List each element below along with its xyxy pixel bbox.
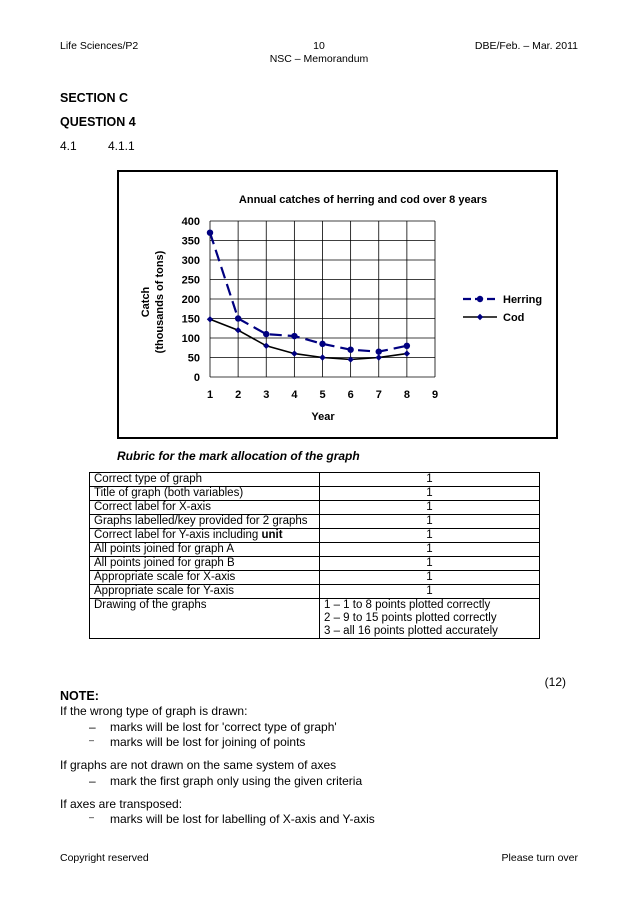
footer-right: Please turn over — [501, 852, 578, 864]
herring-series-line — [210, 233, 407, 352]
x-tick-label: 8 — [403, 389, 410, 401]
note-paragraph-3: If axes are transposed: — [60, 797, 183, 811]
total-marks: (12) — [544, 675, 566, 689]
chart-frame — [117, 170, 558, 439]
herring-point — [347, 347, 353, 353]
rubric-marks: 1 — [320, 557, 540, 571]
cod-legend-label: Cod — [503, 312, 525, 324]
rubric-marks: 1 — [320, 571, 540, 585]
y-tick-label: 50 — [187, 352, 200, 365]
table-row — [90, 557, 540, 571]
cod-point — [291, 350, 297, 356]
rubric-marks — [320, 599, 540, 639]
table-row — [90, 501, 540, 515]
cod-point — [376, 354, 382, 360]
rubric-marks: 1 — [320, 487, 540, 501]
catch-chart — [119, 172, 556, 437]
herring-legend-marker — [477, 296, 483, 302]
header-subtitle: NSC – Memorandum — [269, 53, 369, 65]
note-item: marks will be lost for labelling of X-axis and Y-axis — [110, 812, 375, 826]
cod-point — [404, 350, 410, 356]
note-item: marks will be lost for joining of points — [110, 735, 306, 749]
question-subnumber: 4.1.1 — [108, 139, 135, 153]
y-axis-label-line2: (thousands of tons) — [154, 250, 166, 354]
note-paragraph-1: If the wrong type of graph is drawn: — [60, 704, 248, 718]
y-tick-label: 350 — [181, 235, 200, 248]
herring-legend-label: Herring — [503, 294, 543, 306]
dash-icon: – — [89, 812, 95, 822]
note-item: marks will be lost for 'correct type of graph' — [110, 720, 337, 734]
rubric-criterion: Correct label for X-axis — [90, 501, 320, 515]
section-heading: SECTION C — [60, 91, 129, 105]
chart-title: Annual catches of herring and cod over 8 years — [238, 194, 488, 206]
header-page-number: 10 — [313, 40, 325, 52]
question-heading: QUESTION 4 — [60, 115, 136, 129]
rubric-criterion: All points joined for graph B — [90, 557, 320, 571]
rubric-criterion: Correct type of graph — [90, 473, 320, 487]
y-tick-label: 250 — [181, 274, 200, 287]
rubric-criterion: Appropriate scale for Y-axis — [90, 585, 320, 599]
rubric-criterion: Appropriate scale for X-axis — [90, 571, 320, 585]
header-right: DBE/Feb. – Mar. 2011 — [474, 40, 578, 52]
y-tick-label: 400 — [181, 216, 200, 228]
note-heading: NOTE: — [60, 689, 99, 703]
table-row — [90, 599, 540, 639]
rubric-table — [89, 472, 540, 639]
dash-icon: – — [89, 720, 96, 734]
cod-point — [207, 316, 213, 322]
x-tick-label: 2 — [235, 389, 242, 401]
footer-left: Copyright reserved — [60, 852, 149, 864]
herring-point — [319, 341, 325, 347]
dash-icon: – — [89, 735, 95, 745]
question-number: 4.1 — [60, 139, 77, 153]
rubric-marks-line: 2 – 9 to 15 points plotted correctly — [324, 612, 497, 624]
dash-icon: – — [89, 774, 96, 788]
table-row — [90, 571, 540, 585]
table-row — [90, 585, 540, 599]
y-tick-label: 100 — [181, 333, 200, 345]
table-row — [90, 473, 540, 487]
y-axis-label-line1: Catch — [140, 286, 152, 318]
rubric-marks: 1 — [320, 501, 540, 515]
rubric-marks: 1 — [320, 585, 540, 599]
x-axis-label: Year — [311, 411, 335, 423]
herring-point — [376, 348, 382, 354]
rubric-criterion: All points joined for graph A — [90, 543, 320, 557]
herring-point — [263, 331, 269, 337]
rubric-criterion: Drawing of the graphs — [90, 599, 320, 639]
rubric-marks: 1 — [320, 473, 540, 487]
herring-point — [235, 315, 241, 321]
x-tick-label: 7 — [375, 389, 382, 401]
table-row — [90, 487, 540, 501]
y-tick-label: 200 — [181, 294, 200, 306]
y-tick-label: 300 — [181, 255, 200, 267]
rubric-criterion-text: Correct label for Y-axis including — [94, 529, 262, 541]
rubric-criterion: Title of graph (both variables) — [90, 487, 320, 501]
cod-point — [263, 343, 269, 349]
herring-point — [207, 230, 213, 236]
x-tick-label: 9 — [431, 389, 439, 401]
rubric-marks: 1 — [320, 529, 540, 543]
rubric-marks: 1 — [320, 543, 540, 557]
table-row — [90, 543, 540, 557]
rubric-marks: 1 — [320, 515, 540, 529]
rubric-title: Rubric for the mark allocation of the graph — [117, 449, 360, 463]
x-tick-label: 3 — [263, 389, 270, 401]
x-tick-label: 1 — [206, 389, 214, 401]
x-tick-label: 6 — [347, 389, 354, 401]
cod-legend-marker — [477, 314, 483, 320]
rubric-marks-line: 1 – 1 to 8 points plotted correctly — [324, 599, 491, 611]
x-tick-label: 5 — [319, 389, 326, 401]
header-left: Life Sciences/P2 — [60, 40, 139, 52]
rubric-criterion — [90, 529, 320, 543]
note-item: mark the first graph only using the given criteria — [110, 774, 363, 788]
note-paragraph-2: If graphs are not drawn on the same system of axes — [60, 758, 337, 772]
table-row — [90, 515, 540, 529]
herring-point — [291, 333, 297, 339]
rubric-criterion-bold: unit — [261, 529, 283, 541]
cod-point — [319, 354, 325, 360]
rubric-criterion: Graphs labelled/key provided for 2 graphs — [90, 515, 320, 529]
table-row — [90, 529, 540, 543]
rubric-marks-line: 3 – all 16 points plotted accurately — [324, 625, 498, 637]
herring-point — [404, 343, 410, 349]
x-tick-label: 4 — [291, 389, 298, 401]
y-tick-label: 0 — [193, 372, 200, 384]
cod-point — [235, 327, 241, 333]
y-tick-label: 150 — [181, 313, 200, 326]
